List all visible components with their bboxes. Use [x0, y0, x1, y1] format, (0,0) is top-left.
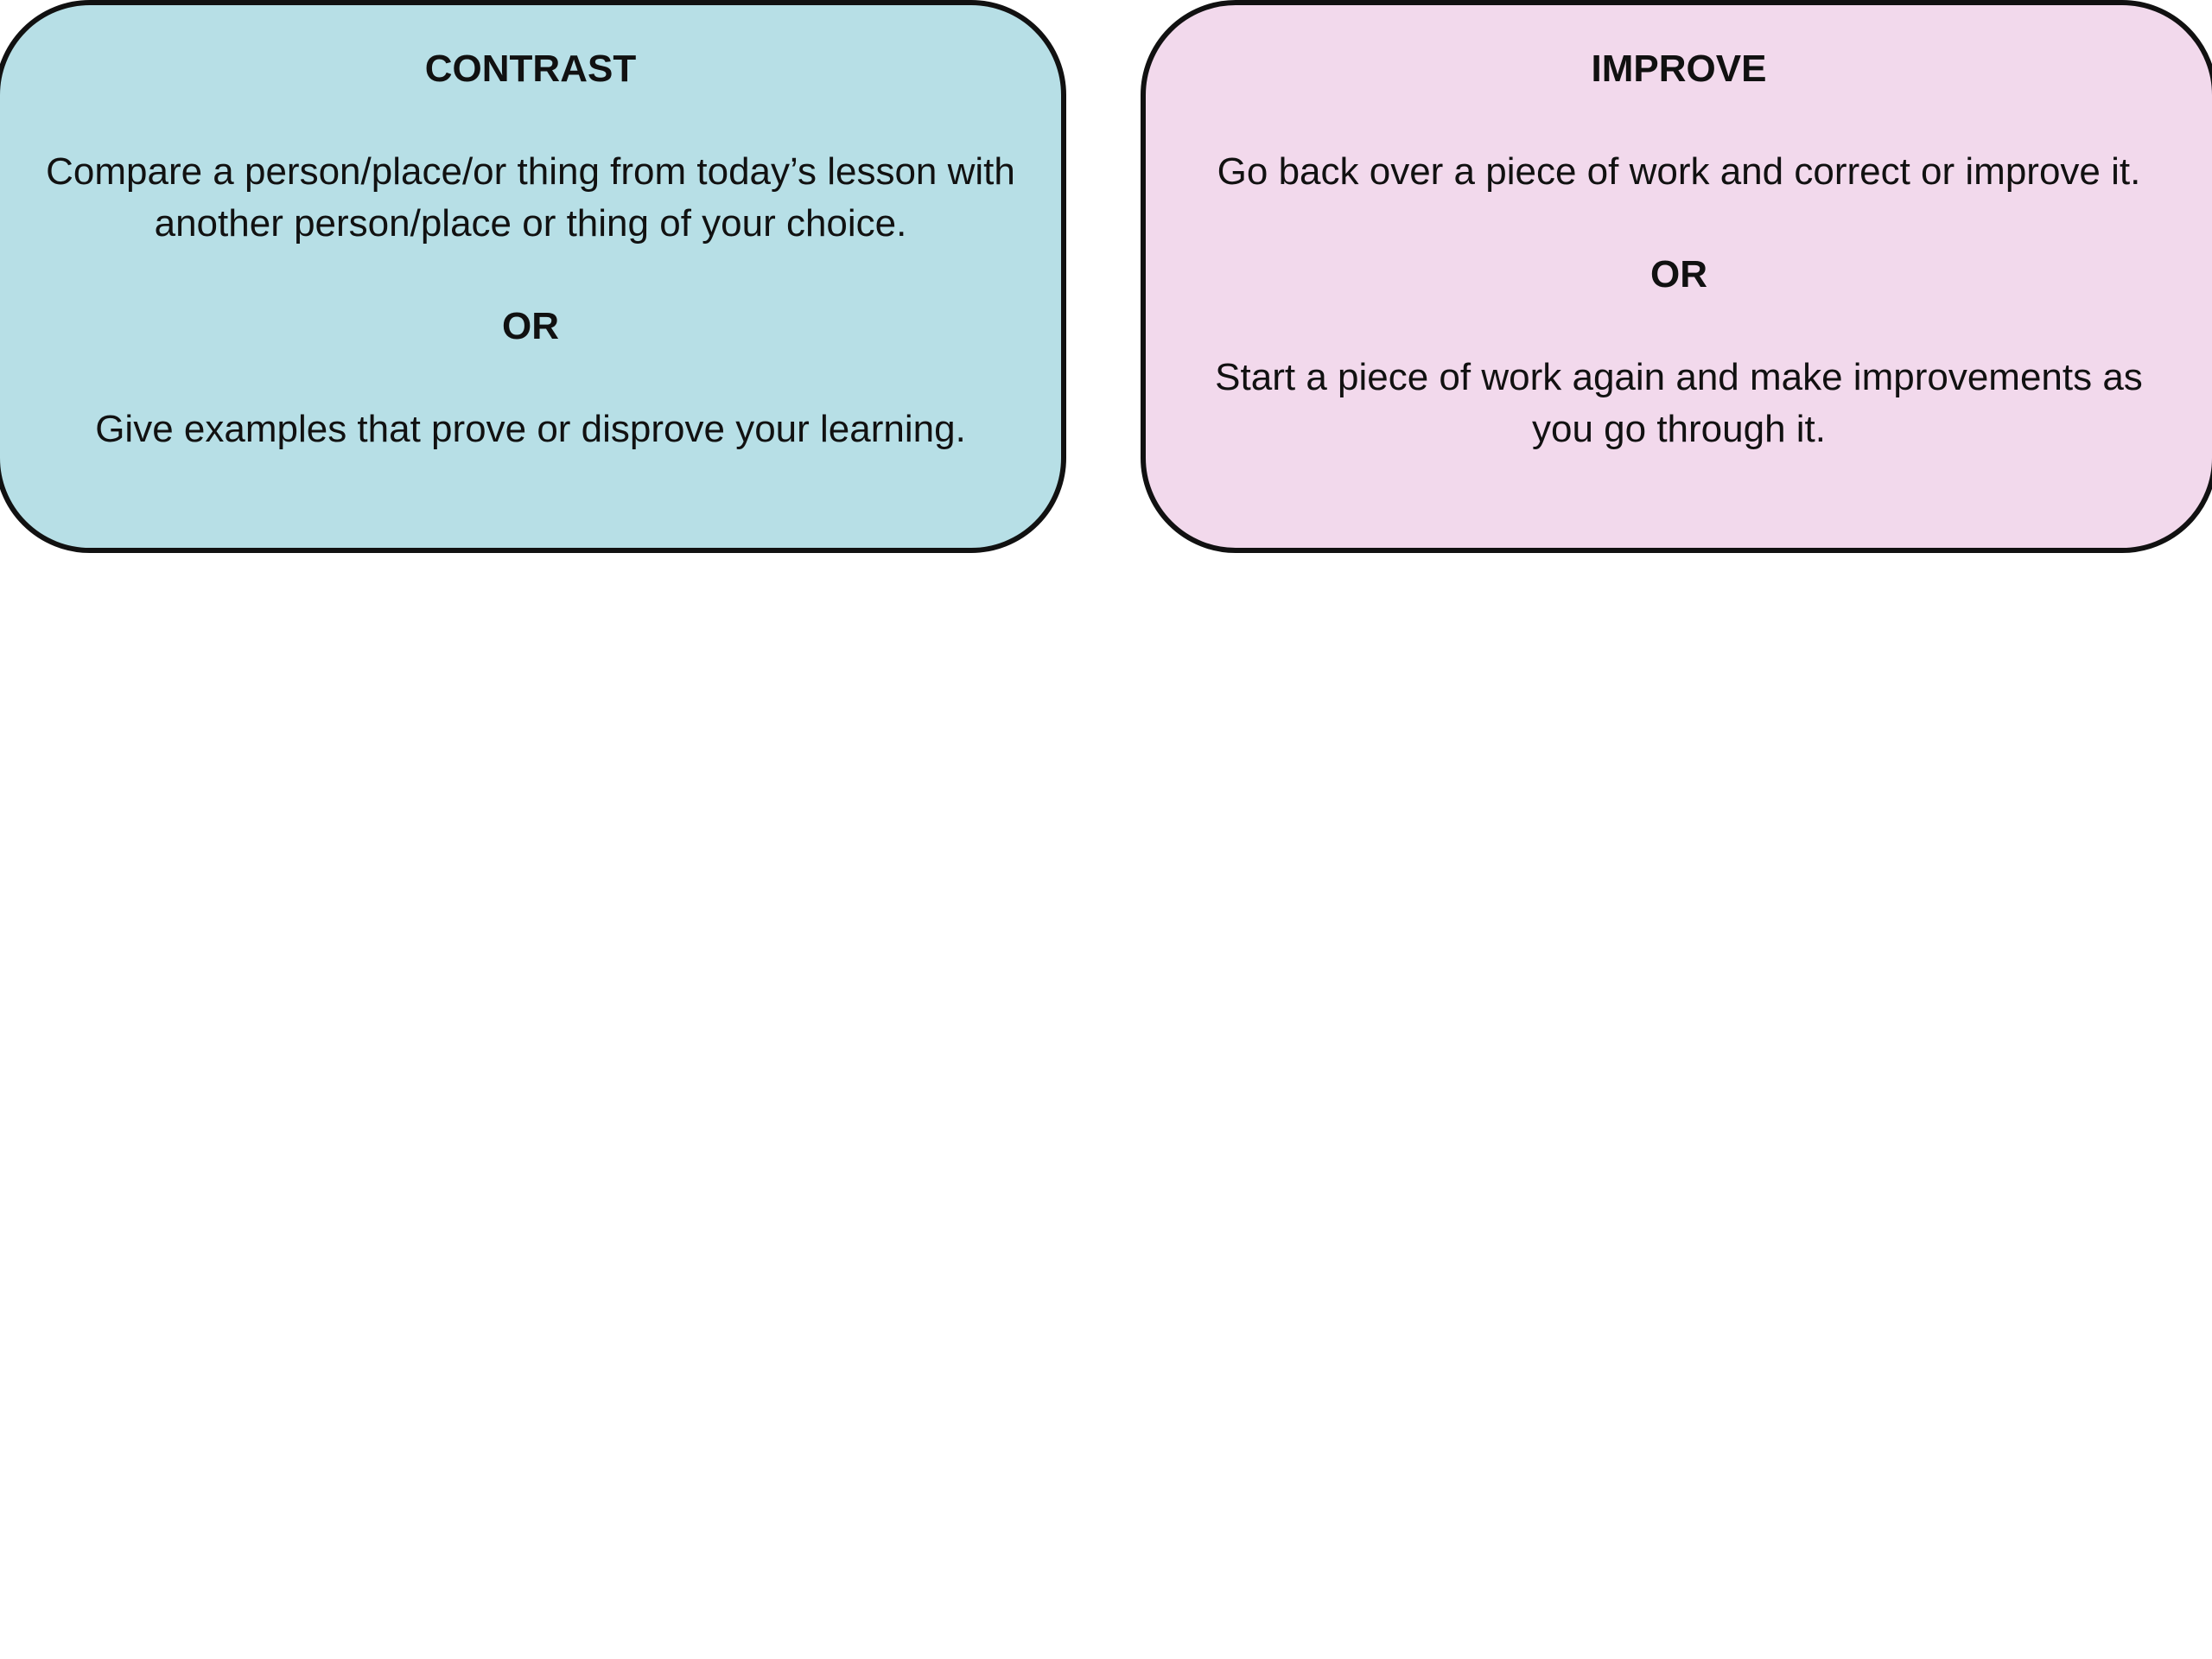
- contrast-card: [0, 0, 1066, 553]
- contrast-card-text-1: Compare a person/place/or thing from today’s lesson with another person/place or thing of your choice.: [46, 150, 1015, 245]
- improve-card-title: IMPROVE: [1591, 48, 1767, 90]
- improve-card-or: OR: [1650, 253, 1707, 296]
- improve-card-text-1: Go back over a piece of work and correct or improve it.: [1217, 150, 2141, 193]
- contrast-card-content: [35, 43, 1027, 455]
- improve-card-text-2: Start a piece of work again and make improvements as you go through it.: [1215, 356, 2143, 450]
- contrast-card-text-2: Give examples that prove or disprove your learning.: [95, 408, 966, 450]
- contrast-card-or: OR: [502, 305, 559, 347]
- improve-card-content: [1180, 43, 2177, 455]
- improve-card: [1141, 0, 2212, 553]
- contrast-card-title: CONTRAST: [424, 48, 637, 90]
